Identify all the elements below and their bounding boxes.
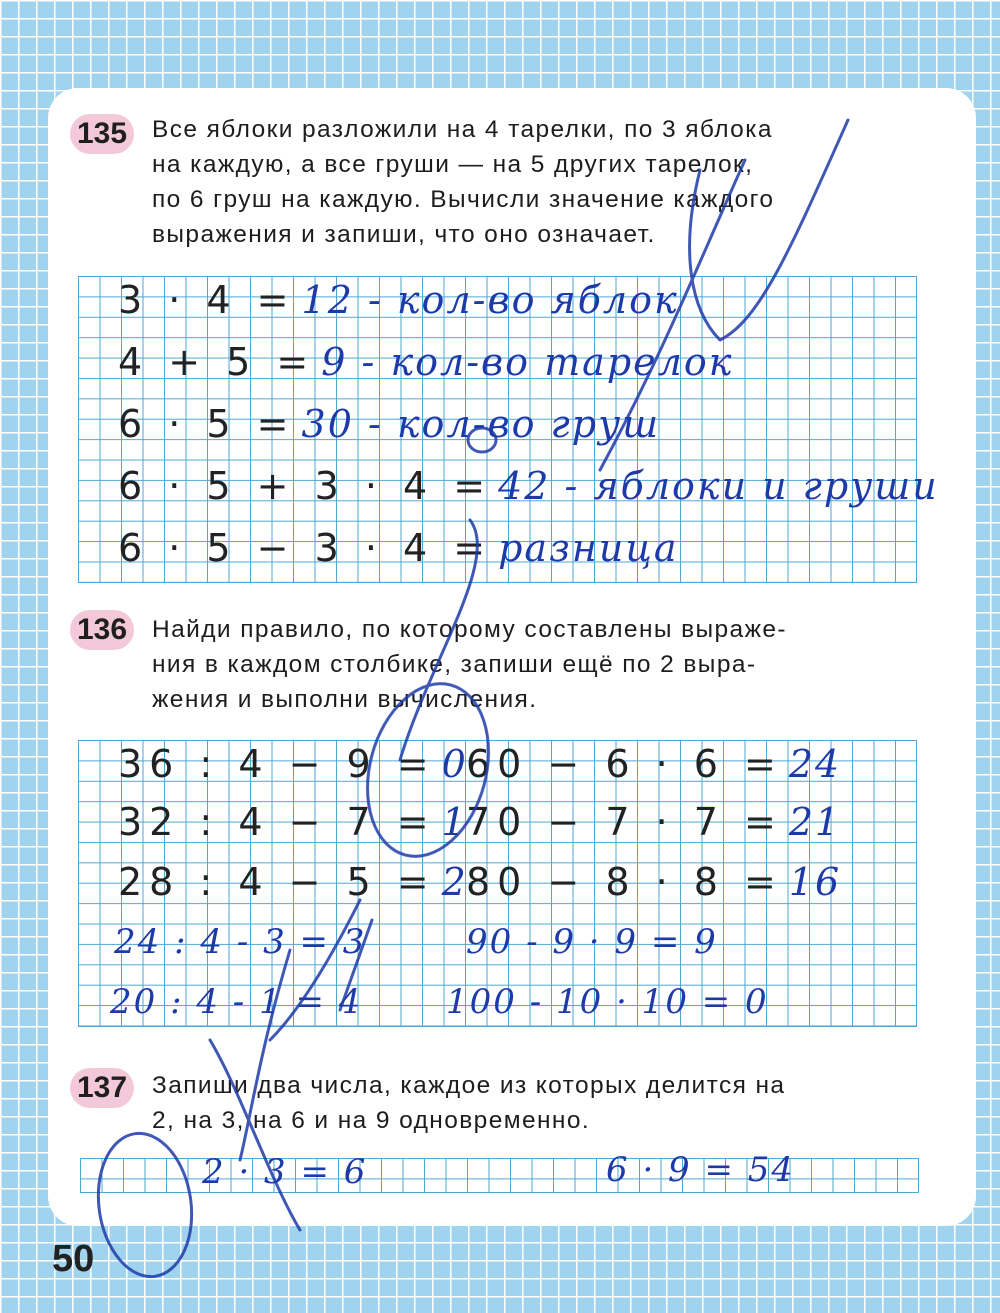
task-135-answer: 9 - кол-во тарелок [321, 340, 734, 384]
task-135-answer: 42 - яблоки и груши [498, 464, 939, 508]
task-136-left-row [104, 982, 362, 1022]
task-136-answer: 21 [788, 800, 842, 844]
task-136-answer: 16 [788, 860, 842, 904]
task-136-left-row [118, 742, 468, 786]
task-135-row [118, 464, 939, 508]
task-135-answer: разница [498, 526, 679, 570]
task-135-expression: 6 · 5 − 3 · 4 = [118, 526, 493, 570]
task-136-answer: 2 [441, 860, 468, 904]
task-136-right-row [466, 800, 841, 844]
task-136-left-row [108, 922, 366, 962]
task-135-row [118, 526, 679, 570]
task-136-answer: 0 [441, 742, 468, 786]
task-136-expression: 36 : 4 − 9 = [118, 742, 436, 786]
task-136-left-row [118, 860, 468, 904]
task-136-answer: 1 [441, 800, 468, 844]
task-137-answer-row [196, 1152, 367, 1192]
task-135-expression: 3 · 4 = [118, 278, 296, 322]
task-136-expression: 28 : 4 − 5 = [118, 860, 436, 904]
task-135-text: Все яблоки разложили на 4 тарелки, по 3 яблока на каждую, а все груши — на 5 других тарелок, по 6 груш на каждую. Вычисли значение каждого выражения и запиши, что оно означает. [152, 116, 775, 248]
task-135-row [118, 402, 660, 446]
task-137-number: 137 [70, 1068, 134, 1108]
task-135-row [118, 340, 733, 384]
task-135-row [118, 278, 679, 322]
task-137-answer: 6 · 9 = 54 [606, 1150, 796, 1190]
task-136-number: 136 [70, 610, 134, 650]
task-135-expression: 6 · 5 = [118, 402, 296, 446]
task-135-expression: 6 · 5 + 3 · 4 = [118, 464, 493, 508]
task-137-text: Запиши два числа, каждое из которых делится на 2, на 3, на 6 и на 9 одновременно. [152, 1072, 786, 1134]
task-136-answer: 24 : 4 - 3 = 3 [114, 922, 367, 962]
task-136-answer: 90 - 9 · 9 = 9 [466, 922, 718, 962]
task-136-left-row [118, 800, 468, 844]
task-136-answer: 24 [788, 742, 842, 786]
task-136-expression: 70 − 7 · 7 = [466, 800, 783, 844]
task-136-text: Найди правило, по которому составлены выраже- ния в каждом столбике, запиши ещё по 2 выра- жения и выполни вычисления. [152, 616, 787, 713]
task-135-answer: 30 - кол-во груш [301, 402, 661, 446]
task-136-right-row [460, 922, 718, 962]
task-137-answer-row [600, 1150, 795, 1190]
task-136-answer: 20 : 4 - 1 = 4 [110, 982, 363, 1022]
task-136-answer: 100 - 10 · 10 = 0 [446, 982, 769, 1022]
task-136-expression: 60 − 6 · 6 = [466, 742, 783, 786]
task-136-expression: 80 − 8 · 8 = [466, 860, 783, 904]
task-136-expression: 32 : 4 − 7 = [118, 800, 436, 844]
page-number: 50 [52, 1238, 95, 1280]
task-137-answer: 2 · 3 = 6 [202, 1152, 368, 1192]
task-136-right-row [440, 982, 769, 1022]
task-136-right-row [466, 860, 841, 904]
task-136-right-row [466, 742, 841, 786]
task-135-number: 135 [70, 114, 134, 154]
task-135-answer: 12 - кол-во яблок [301, 278, 679, 322]
task-135-expression: 4 + 5 = [118, 340, 316, 384]
